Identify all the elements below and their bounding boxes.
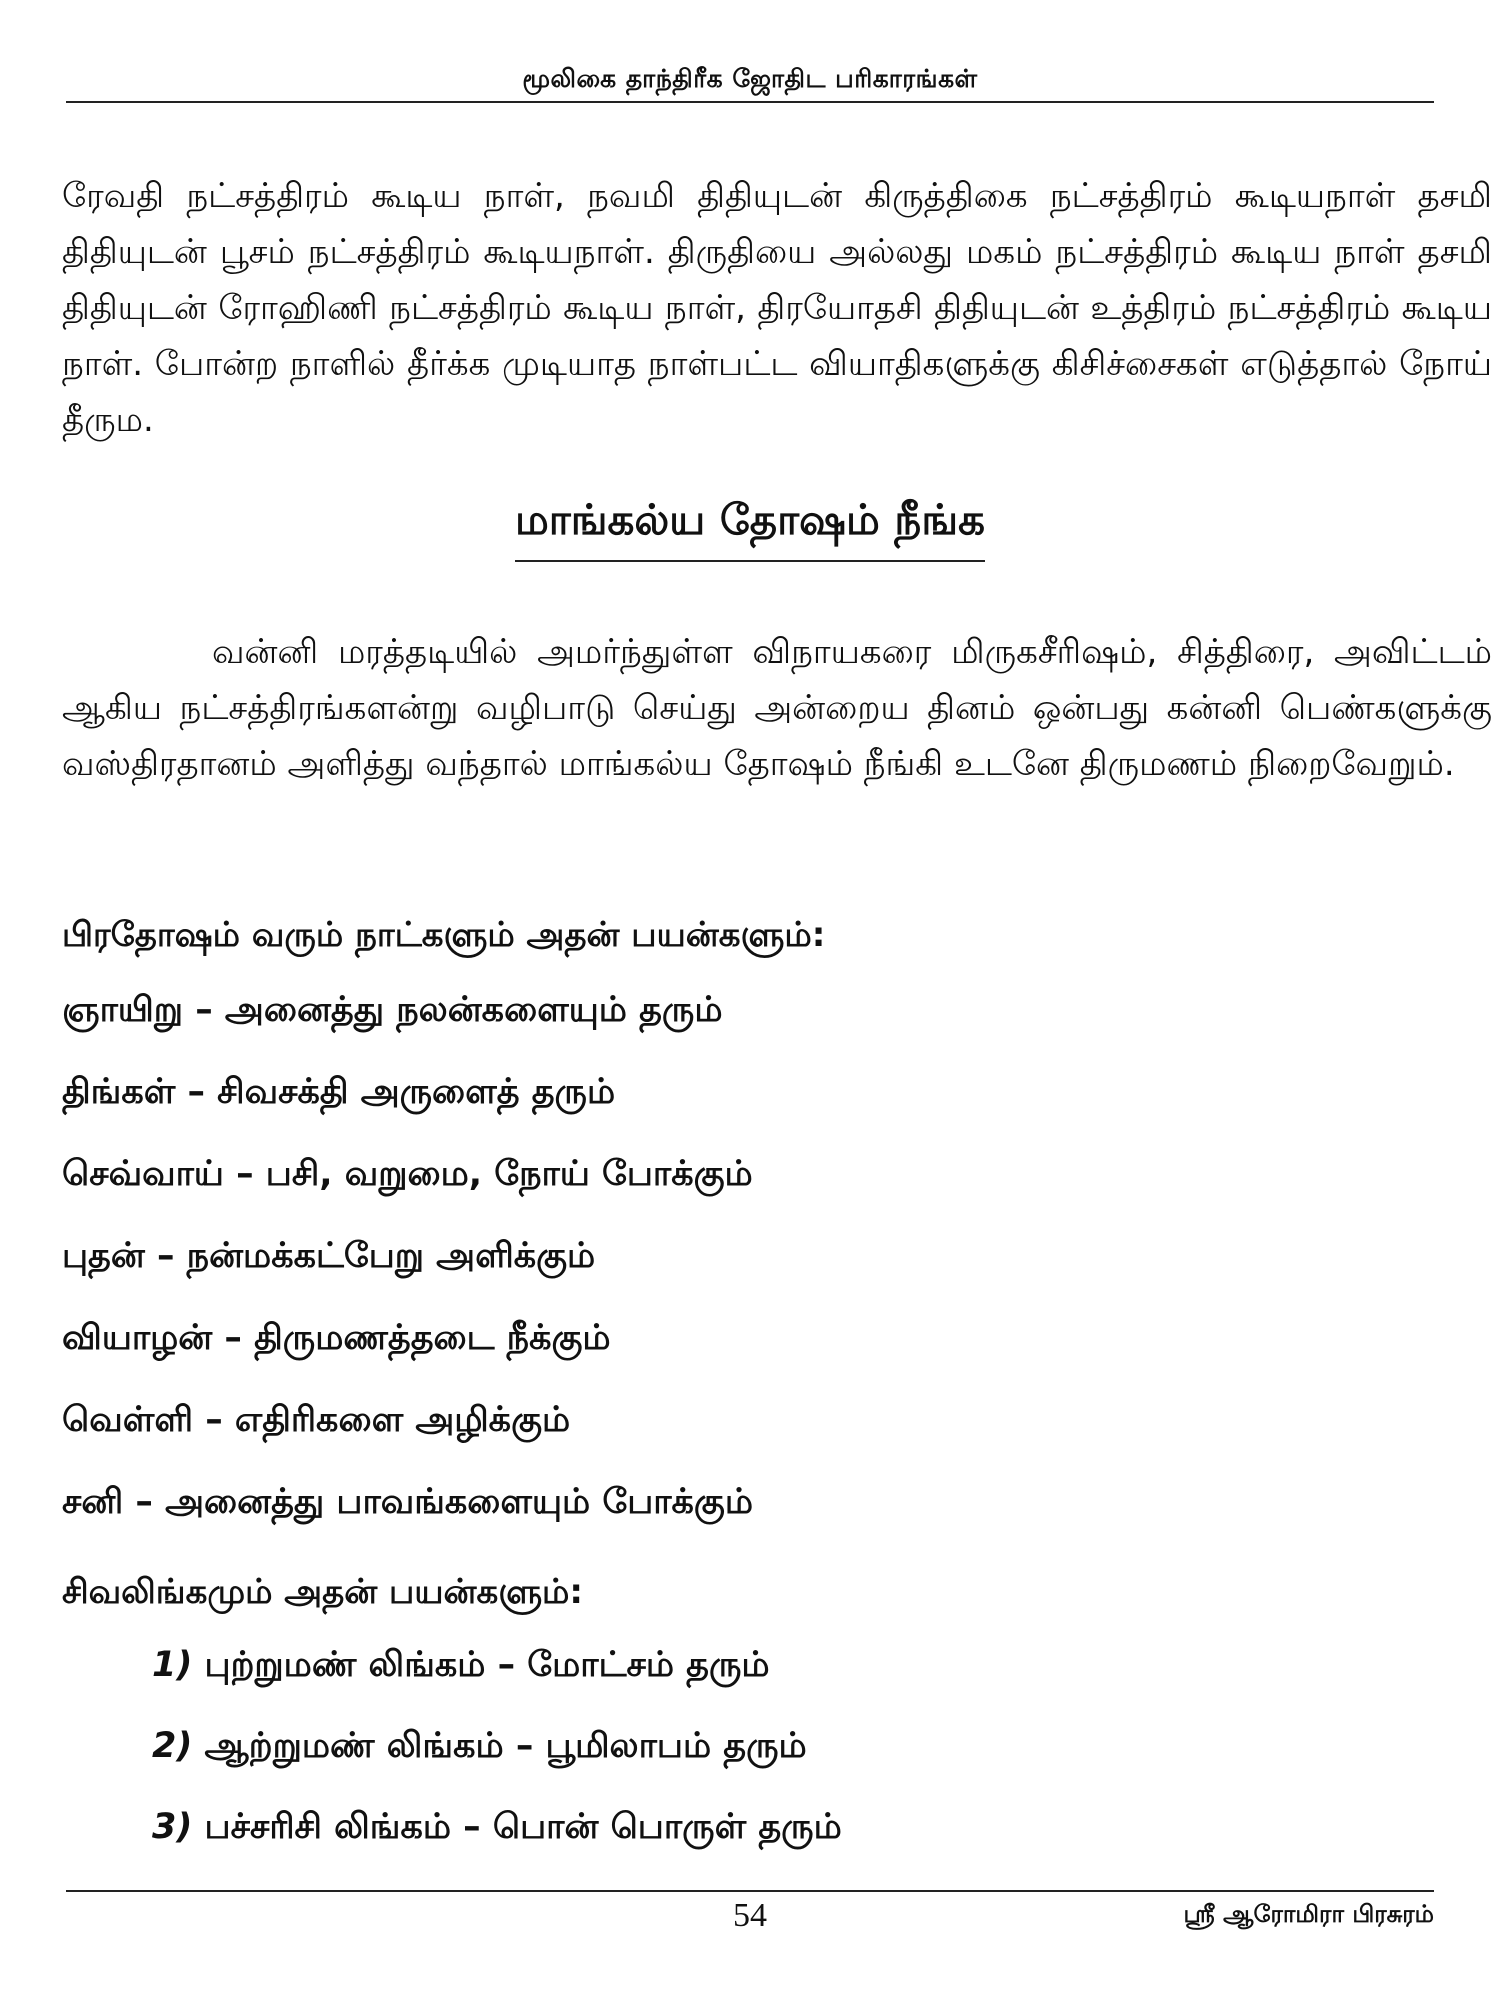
list-item: ஞாயிறு – அனைத்து நலன்களையும் தரும் xyxy=(62,990,723,1030)
list-item: சனி – அனைத்து பாவங்களையும் போக்கும் xyxy=(62,1482,753,1522)
list-number: 2) xyxy=(152,1726,193,1766)
section-paragraph-text: வன்னி மரத்தடியில் அமர்ந்துள்ள விநாயகரை மிருகசீரிஷம், சித்திரை, அவிட்டம் ஆகிய நட்சத்திரங்களன்று வழிபாடு செய்து அன்றைய தினம் ஒன்பது கன்னி பெண்களுக்கு வஸ்திரதானம் அளித்து வந்தால் மாங்கல்ய தோஷம் நீங்கி உடனே திருமணம் நிறைவேறும். xyxy=(62,632,1492,784)
list-item xyxy=(152,1726,842,1807)
list-item: திங்கள் – சிவசக்தி அருளைத் தரும் xyxy=(62,1072,616,1112)
header-rule xyxy=(66,101,1434,103)
list-text: பச்சரிசி லிங்கம் – பொன் பொருள் தரும் xyxy=(204,1807,842,1847)
section-heading xyxy=(0,495,1500,562)
section-heading-text: மாங்கல்ய தோஷம் நீங்க xyxy=(515,495,985,562)
pradosham-heading: பிரதோஷம் வரும் நாட்களும் அதன் பயன்களும்: xyxy=(62,915,826,955)
list-number: 3) xyxy=(152,1807,193,1847)
list-number: 1) xyxy=(152,1645,193,1685)
publisher-name: ஸ்ரீ ஆரோமிரா பிரசுரம் xyxy=(1183,1900,1434,1928)
footer-rule xyxy=(66,1890,1434,1892)
sivalingam-heading: சிவலிங்கமும் அதன் பயன்களும்: xyxy=(62,1572,584,1612)
intro-paragraph: ரேவதி நட்சத்திரம் கூடிய நாள், நவமி திதியுடன் கிருத்திகை நட்சத்திரம் கூடியநாள் தசமி திதியுடன் பூசம் நட்சத்திரம் கூடியநாள். திருதியை அல்லது மகம் நட்சத்திரம் கூடிய நாள் தசமி திதியுடன் ரோஹிணி நட்சத்திரம் கூடிய நாள், திரயோதசி திதியுடன் உத்திரம் நட்சத்திரம் கூடிய நாள். போன்ற நாளில் தீர்க்க முடியாத நாள்பட்ட வியாதிகளுக்கு கிசிச்சைகள் எடுத்தால் நோய் தீரும. xyxy=(62,176,1492,440)
list-item xyxy=(152,1645,842,1726)
list-item: வியாழன் – திருமணத்தடை நீக்கும் xyxy=(62,1318,611,1358)
list-text: புற்றுமண் லிங்கம் – மோட்சம் தரும் xyxy=(204,1645,770,1685)
pradosham-list xyxy=(62,990,753,1564)
list-item: வெள்ளி – எதிரிகளை அழிக்கும் xyxy=(62,1400,571,1440)
list-item: புதன் – நன்மக்கட்பேறு அளிக்கும் xyxy=(62,1236,596,1276)
list-text: ஆற்றுமண் லிங்கம் – பூமிலாபம் தரும் xyxy=(204,1726,807,1766)
section-paragraph xyxy=(62,624,1492,792)
list-item xyxy=(152,1807,842,1888)
running-header: மூலிகை தாந்திரீக ஜோதிட பரிகாரங்கள் xyxy=(522,64,978,93)
sivalingam-list xyxy=(152,1645,842,1888)
list-item: செவ்வாய் – பசி, வறுமை, நோய் போக்கும் xyxy=(62,1154,753,1194)
page-number: 54 xyxy=(733,1897,767,1934)
